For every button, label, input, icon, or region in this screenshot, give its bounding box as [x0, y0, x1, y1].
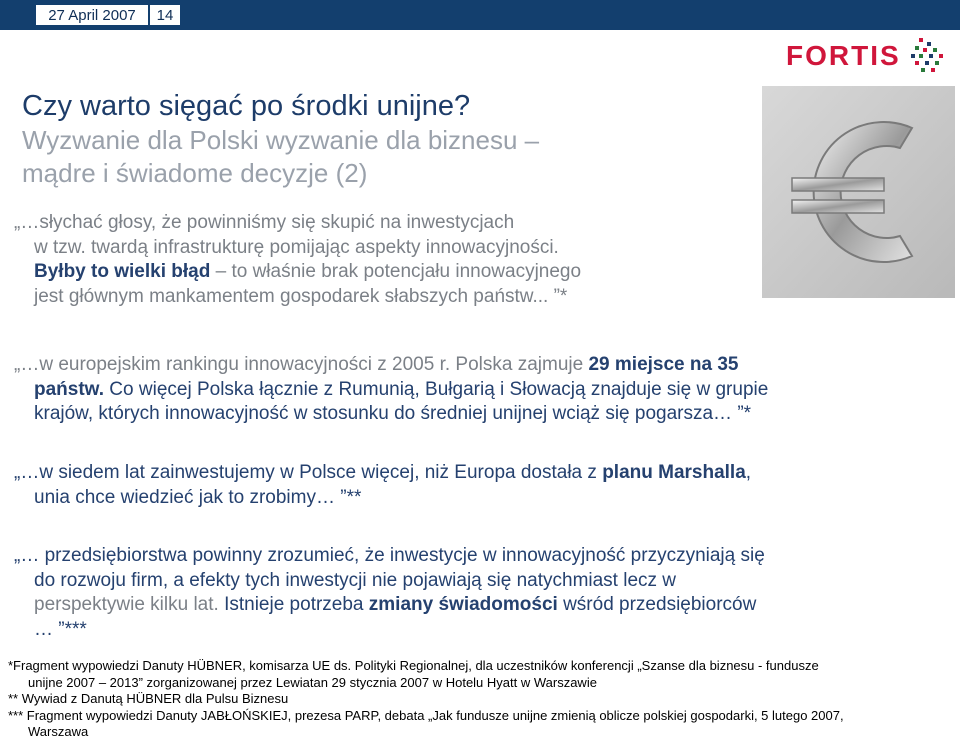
footnote-1 — [8, 658, 953, 691]
subtitle-line: Wyzwanie dla Polski wyzwanie dla biznesu – — [22, 125, 540, 155]
footnotes — [8, 658, 953, 741]
footnote-line: *Fragment wypowiedzi Danuty HÜBNER, komisarza UE ds. Polityki Regionalnej, dla uczestników konferencji „Szanse dla biznesu - fundusze — [8, 658, 819, 673]
quote-line: krajów, których innowacyjność w stosunku do średniej unijnej wciąż się pogarsza… ”* — [34, 403, 752, 424]
quote-text: „…w siedem lat zainwestujemy w Polsce więcej, niż Europa dostała z — [14, 462, 603, 483]
quote-line: unia chce wiedzieć jak to zrobimy… ”** — [34, 486, 362, 508]
footnote-2: ** Wywiad z Danutą HÜBNER dla Pulsu Biznesu — [8, 691, 289, 706]
emphasis-text: 29 miejsce na 35 — [588, 354, 739, 375]
quote-line — [14, 260, 754, 285]
quote-text: , — [745, 462, 752, 483]
footnote-3 — [8, 708, 953, 741]
quote-text: Co więcej Polska łącznie z Rumunią, Bułgarią i Słowacją znajduje się w grupie — [104, 378, 769, 400]
quote-block-2 — [14, 353, 944, 427]
quote-text: perspektywie kilku lat. — [34, 594, 219, 615]
emphasis-text: planu Marshalla — [602, 462, 746, 483]
quote-line: … ”*** — [34, 618, 87, 640]
emphasis-text: państw. — [34, 378, 105, 400]
logo-text: FORTIS — [786, 40, 901, 71]
slide-number: 14 — [150, 5, 180, 25]
quote-line: do rozwoju firm, a efekty tych inwestycji nie pojawiają się natychmiast lecz w — [34, 569, 677, 591]
slide-title: Czy warto sięgać po środki unijne? — [22, 90, 471, 122]
quote-block-3 — [14, 461, 944, 510]
fortis-logo — [786, 36, 952, 76]
quote-line: jest głównym mankamentem gospodarek słabszych państw... ”* — [34, 285, 568, 307]
quote-line — [14, 593, 944, 618]
quote-text: wśród przedsiębiorców — [557, 594, 757, 615]
quote-text: – to właśnie brak potencjału innowacyjnego — [210, 261, 582, 282]
quote-line: „… przedsiębiorstwa powinny zrozumieć, że inwestycje w innowacyjność przyczyniają się — [14, 545, 765, 566]
quote-line — [14, 461, 944, 486]
quote-line — [14, 353, 944, 378]
footnote-line: *** Fragment wypowiedzi Danuty JABŁOŃSKIEJ, prezesa PARP, debata „Jak fundusze unijne zmienią oblicze polskiej gospodarki, 5 lutego 2007, — [8, 707, 844, 723]
quote-line: w tzw. twardą infrastrukturę pomijając aspekty innowacyjności. — [34, 236, 559, 258]
subtitle-line: mądre i świadome decyzje (2) — [22, 158, 368, 188]
euro-symbol-image — [762, 86, 955, 298]
footnote-line: Warszawa — [28, 724, 89, 739]
quote-block-4 — [14, 544, 944, 642]
quote-text: Istnieje potrzeba — [218, 594, 369, 615]
emphasis-text: zmiany świadomości — [368, 594, 558, 615]
quote-text: „…w europejskim rankingu innowacyjności z 2005 r. Polska zajmuje — [14, 354, 589, 375]
quote-line — [14, 378, 944, 403]
fortis-birds-icon — [905, 36, 951, 76]
quote-line: „…słychać głosy, że powinniśmy się skupić na inwestycjach — [14, 212, 515, 233]
slide-subtitle — [22, 124, 722, 190]
quote-block-1 — [14, 211, 754, 309]
emphasis-text: Byłby to wielki błąd — [34, 261, 211, 282]
slide-date: 27 April 2007 — [36, 5, 148, 25]
footnote-line: unijne 2007 – 2013” zorganizowanej przez Lewiatan 29 stycznia 2007 w Hotelu Hyatt w Warszawie — [28, 674, 597, 690]
